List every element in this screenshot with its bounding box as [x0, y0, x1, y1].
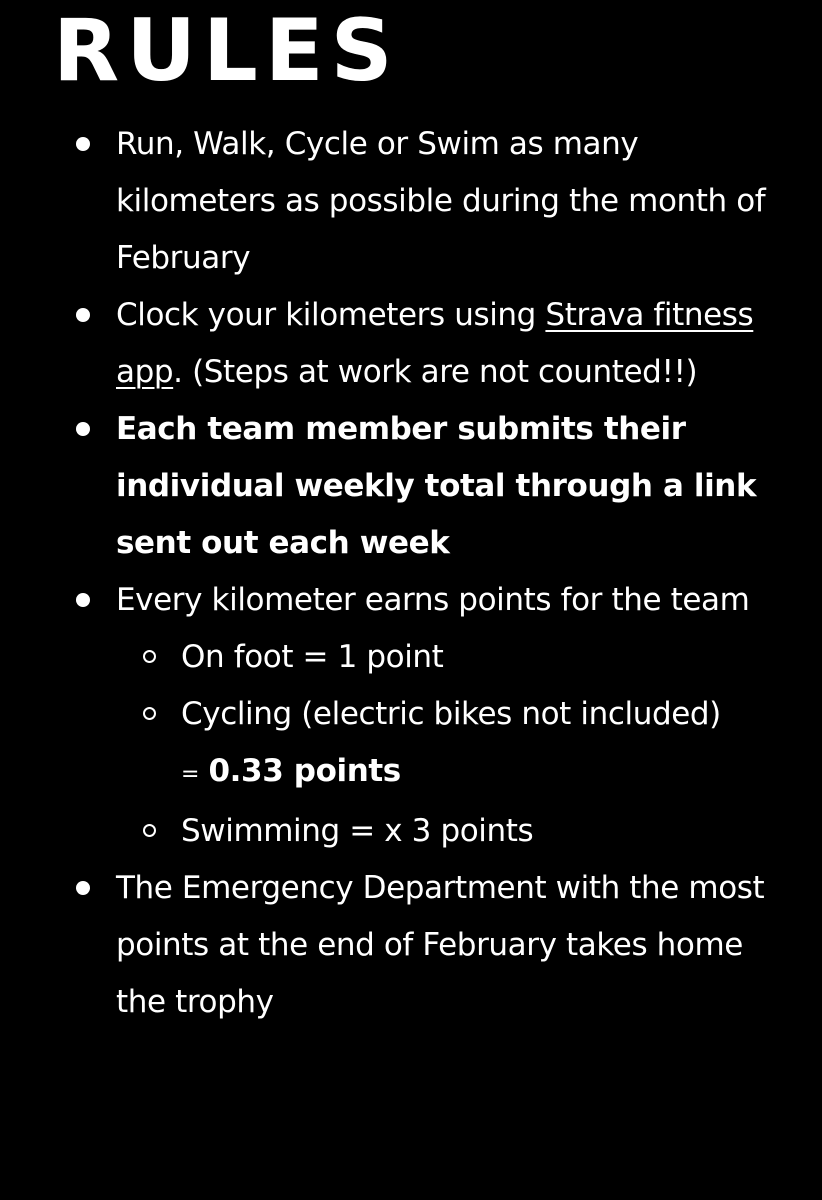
- sub-rule-text: On foot = 1 point: [181, 639, 444, 675]
- sub-rule-item: [181, 686, 782, 803]
- rule-item: [0, 116, 822, 287]
- rule-text: [116, 287, 782, 401]
- rule-text-bold: Each team member submits their individual weekly total through a link sent out each week: [116, 411, 757, 561]
- sub-rule-text: [181, 686, 762, 803]
- rule-text: Every kilometer earns points for the team: [116, 582, 750, 618]
- sub-rule-text: Swimming = x 3 points: [181, 813, 534, 849]
- sub-rule-item: [181, 803, 782, 860]
- circle-bullet-icon: [143, 707, 156, 720]
- circle-bullet-icon: [143, 650, 156, 663]
- bullet-icon: [76, 881, 90, 895]
- page-title: RULES: [53, 1, 400, 101]
- rule-item: [0, 572, 822, 860]
- sub-rule-item: [181, 629, 782, 686]
- rules-list: [0, 116, 822, 1031]
- rule-text-before-link: Clock your kilometers using: [116, 297, 546, 333]
- strava-app-link[interactable]: Strava fitness app: [116, 297, 754, 390]
- equals-sign: =: [181, 762, 200, 787]
- rule-text: Run, Walk, Cycle or Swim as many kilometers as possible during the month of February: [116, 126, 766, 276]
- points-sublist: [116, 629, 782, 860]
- circle-bullet-icon: [143, 824, 156, 837]
- rule-item: [0, 287, 822, 401]
- bullet-icon: [76, 593, 90, 607]
- sub-rule-text-main: Cycling (electric bikes not included): [181, 696, 721, 732]
- bullet-icon: [76, 422, 90, 436]
- bullet-icon: [76, 137, 90, 151]
- rule-text-after-link: . (Steps at work are not counted!!): [173, 354, 698, 390]
- rule-text: The Emergency Department with the most points at the end of February takes home the trophy: [116, 870, 765, 1020]
- rule-item: [0, 401, 822, 572]
- rule-item: [0, 860, 822, 1031]
- sub-rule-text-bold: 0.33 points: [208, 753, 401, 789]
- bullet-icon: [76, 308, 90, 322]
